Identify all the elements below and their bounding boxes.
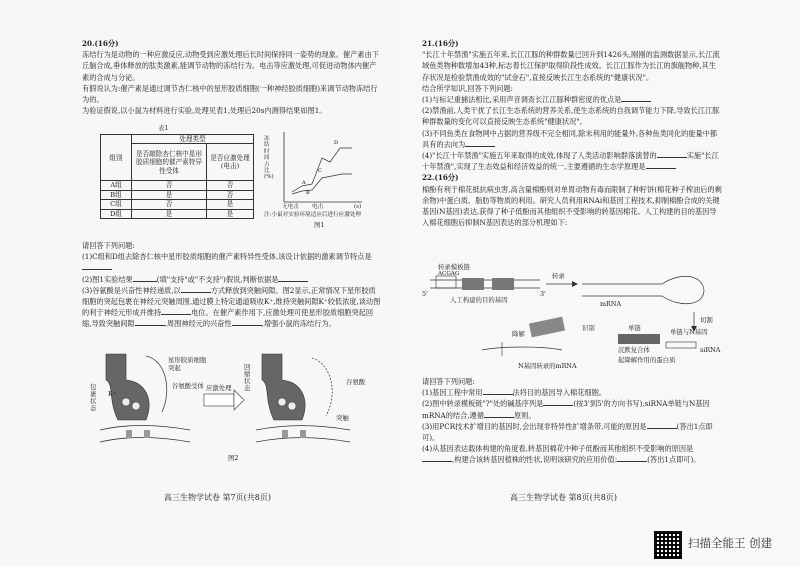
svg-text:D: D <box>334 140 339 146</box>
table-row: C组 否 是 <box>101 200 254 209</box>
q20-sub1: (1)C组和D组去除杏仁核中星形胶质细胞的催产素特异性受体,该设计依据的激素调节特点是 <box>82 252 372 262</box>
q21-heading: 21.(16分) <box>422 39 459 48</box>
diag-3prime: 3' <box>540 290 546 298</box>
q21-sub3: (3)不同鱼类在食物网中占据的营养级不完全相同,除未利用的能量外,各种鱼类同化的能量中都具有的去向为 <box>422 128 718 149</box>
answer-blank[interactable] <box>422 454 452 462</box>
diag-sirna-label: siRNA <box>700 346 721 354</box>
diag-complex-label: 沉默复合体 <box>618 346 650 354</box>
fig1-note: 注:小鼠对实验环境适应后进行应激处理 <box>264 212 361 218</box>
fig2-star-label: 星形胶质细胞突起 <box>168 356 207 372</box>
answer-blank[interactable] <box>161 307 191 315</box>
q22-intro: 请回答下列问题: <box>422 377 475 386</box>
fig2-receptor-label: 谷氨酸受体 <box>172 382 204 390</box>
answer-blank[interactable] <box>181 285 211 293</box>
q20-sub3e: ,增强小鼠的冻结行为。 <box>261 319 336 329</box>
fig1-xlabel-2: 电击 <box>312 204 324 210</box>
table-row: D组 是 是 <box>101 209 254 218</box>
q20-sub2b: (填"支持"或"不支持")假说,判断依据是 <box>156 274 279 284</box>
diag-strand-label: 单链与N基因 <box>670 328 708 336</box>
left-footer: 高三生物学试卷 第7页(共8页) <box>164 493 271 502</box>
diag-5prime: 5' <box>422 290 428 298</box>
q21-intro: 结合所学知识,回答下列问题: <box>422 83 513 93</box>
q21-para1: "长江十年禁渔"实施五年来,长江江豚的种群数量已回升到1426头,刚刚的监测数据显示,长江流域鱼类物种数增加43种,标志着长江保护取得阶段性成效。长江江豚作为长江的旗舰物种,其生存状况是检验禁渔成效的"试金石",直接反映长江生态系统的"健康状况"。 <box>422 50 720 82</box>
q21-sub4: (4)"长江十年禁渔"实施五年来取得的成效,体现了人类活动影响群落演替的 <box>422 151 657 161</box>
scanner-watermark: 扫描全能王 创建 <box>688 536 773 550</box>
answer-blank[interactable] <box>278 274 308 282</box>
q21-sub2: (2)禁渔前,人类干扰了长江生态系统的营养关系,使生态系统的自我调节能力下降,导致长江江豚种群数量的变化可以直接反映生态系统"健康状况"。 <box>422 106 720 127</box>
fig1-ylabel: 冻结时间占比(%) <box>264 136 274 181</box>
figure2 <box>86 350 382 470</box>
diag-cut-label: 切割 <box>700 316 713 324</box>
table-super-header: 处理类型 <box>132 135 254 144</box>
qr-code-icon <box>654 531 682 559</box>
diag-gene-label: 人工构建的目的基因 <box>450 296 508 304</box>
q22-sub2c: 原则。 <box>513 410 536 420</box>
table-col1-header: 是否敲除杏仁核中星形胶质细胞的催产素特异性受体 <box>132 144 207 181</box>
fig2-retract-label: 回缩状态 <box>244 363 251 392</box>
fig2-syn-label: 突触 <box>336 414 349 422</box>
q21-sub1: (1)与标记重捕法相比,采用声音调查长江江豚种群密度的优点是 <box>422 95 622 105</box>
q22-sub2: (2)图中转录模板链"?"处的碱基序列是 <box>422 399 544 409</box>
q22-sub1: (1)基因工程中常用 <box>422 388 483 398</box>
q20-para1: 冻结行为是动物的一种应激反应,动物受到应激处理后长时间保持同一姿势的现象。催产素由下丘脑合成,垂体释放的肽类激素,能调节动物的冻结行为。电击等应激处理,可促进动物体内催产素的合成与分泌。 <box>82 50 379 82</box>
q20-sub3a: (3)谷氨酸是兴奋性神经递质,以 <box>82 285 181 295</box>
right-footer: 高三生物学试卷 第8页(共8页) <box>510 493 617 502</box>
left-column <box>82 38 382 116</box>
answer-blank[interactable] <box>232 318 262 326</box>
q20-sub2a: (2)图1实验结果 <box>82 274 133 284</box>
answer-blank[interactable] <box>617 454 647 462</box>
svg-text:C: C <box>318 168 322 174</box>
answer-blank[interactable] <box>483 387 513 395</box>
diag-mrna-label: mRNA <box>600 300 622 308</box>
fig2-process-label: 应激处理 <box>206 384 232 392</box>
q22-sub1b: 法将目的基因导入棉花细胞。 <box>512 388 606 398</box>
answer-blank[interactable] <box>484 410 514 418</box>
q20-para3: 为验证假说,以小鼠为材料进行实验,处理见表1,处理后20s内测得结果如图1。 <box>82 106 327 116</box>
svg-text:A: A <box>302 180 306 186</box>
table-group-header: 组别 <box>101 135 132 181</box>
answer-blank[interactable] <box>133 274 157 282</box>
diag-degrade-label: 降解 <box>512 330 525 338</box>
q20-para2: 有假说认为:催产素是通过调节杏仁核中的星形胶质细胞(一种神经胶质细胞)来调节动物冻结行为的。 <box>82 83 378 105</box>
diag-recognize-label: 识别 <box>582 324 595 332</box>
fig1-xlabel-1: 无电击 <box>282 204 299 210</box>
diag-template-label: 转录模板链 <box>438 263 470 271</box>
q22-sub4c: (答出1点即可)。 <box>647 455 701 465</box>
svg-text:B: B <box>306 190 310 196</box>
left-questions <box>82 240 382 330</box>
figure2-drawing <box>86 350 382 470</box>
q22-sub4: (4)从基因表达载体构建的角度看,转基因棉花中种子低酚而其他组织不受影响的原因是 <box>422 444 694 454</box>
fig2-surround-label: 包裹状态 <box>90 383 97 412</box>
table-col2-header: 是否应激处理(电击) <box>207 144 254 181</box>
q22-heading: 22.(16分) <box>422 173 459 183</box>
q20-sub3b: 方式释放到突触间隙。图2显示,正常情况下星形胶质细胞的突起包裹在神经元突触周围,通过膜上特定通道吸收K⁺,维持突触间隙K⁺较低浓度,谈动图的利于神经元形成并维持 <box>82 285 381 318</box>
figure1-chart <box>262 128 386 236</box>
fig2-caption: 图2 <box>228 454 239 462</box>
figure1 <box>262 128 386 236</box>
rnai-diagram <box>422 262 722 374</box>
answer-blank[interactable] <box>135 318 165 326</box>
rnai-diagram-drawing <box>422 262 722 374</box>
q22-sub4b: ,构建合该转基因植株的性状,说明该研究的应用价值: <box>452 455 618 465</box>
table1 <box>100 134 254 219</box>
answer-blank[interactable] <box>465 139 495 147</box>
fig1-caption: 图1 <box>314 221 325 229</box>
answer-blank[interactable] <box>621 94 651 102</box>
q22-sub2b: (按3'到5'的方向书写),siRNA单链与N基因mRNA的结合,遵循 <box>422 399 710 420</box>
q22-sub3: (3)用PCR技术扩增目的基因时,会出现非特异性扩增条带,可能的原因是 <box>422 421 647 431</box>
answer-blank[interactable] <box>657 150 687 158</box>
diag-seq-label: ACGAG <box>438 271 460 277</box>
q21-sub4b: 实施"长江十年禁渔",实现了生态效益和经济效益的统一,主要遵循的生态学原理是 <box>422 151 719 172</box>
q22-sub3b: (答出1点即可)。 <box>422 421 713 443</box>
diag-nmrna-label: N基因转录的mRNA <box>518 362 577 370</box>
answer-blank[interactable] <box>82 262 112 270</box>
q22-para1: 棉酚有利于棉花抵抗病虫害,高含量棉酚则对单胃动物有毒而限制了种籽饼(棉花种子榨油后的剩余物)中蛋白质、脂肪等物质的利用。研究人员利用RNAi和基因工程技术,抑制棉酚合成的关键基因(N基因)表达,获得了种子低酚而其他组织不受影响的转基因棉花。人工构建的目的基因导入棉花细胞后抑制N基因表达的部分机理如下: <box>422 184 722 228</box>
q20-intro: 请回答下列问题: <box>82 241 135 250</box>
diag-transcribe-label: 转录 <box>552 272 565 280</box>
answer-blank[interactable] <box>647 421 677 429</box>
diag-protein-label: 起降解作用的蛋白质 <box>618 356 676 364</box>
answer-blank[interactable] <box>543 398 573 406</box>
fig2-k-label: K⁺ <box>108 390 117 398</box>
table-row: B组 是 否 <box>101 190 254 199</box>
fig2-glu-label: 谷氨酸 <box>346 378 366 386</box>
table-row: A组 否 否 <box>101 181 254 190</box>
diag-single-label: 单链 <box>628 324 641 332</box>
table1-title: 表1 <box>158 124 169 132</box>
fig1-unit: (s) <box>354 204 362 210</box>
right-page <box>400 0 800 566</box>
right-column-bottom <box>422 376 722 466</box>
q20-heading: 20.(16分) <box>82 39 119 48</box>
answer-blank[interactable] <box>646 161 676 169</box>
q20-sub3c: 电位。在催产素作用下,应激处理可使星形胶质细胞突起回缩,导致突触间隙 <box>82 308 374 329</box>
q20-sub3d: ,周围神经元的兴奋性 <box>164 319 232 329</box>
right-column-top <box>422 38 722 228</box>
